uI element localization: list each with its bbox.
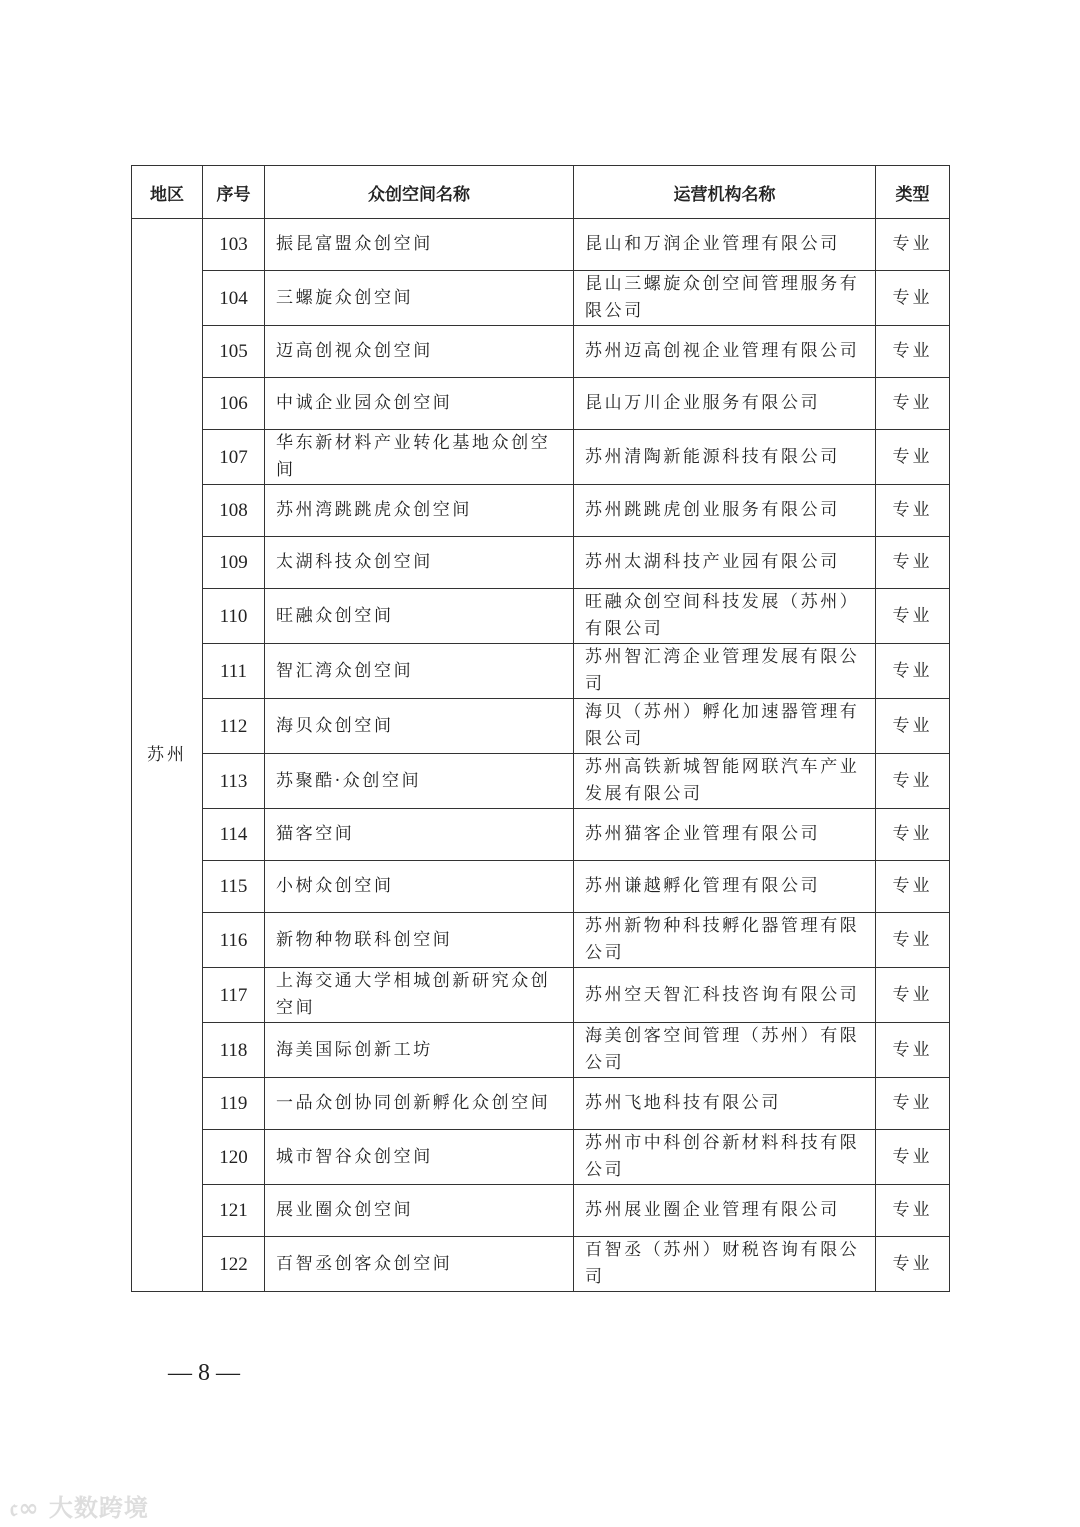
- type-cell: 专业: [876, 589, 950, 644]
- seq-cell: 106: [203, 378, 265, 430]
- table-row: [132, 968, 950, 1023]
- seq-cell: 110: [203, 589, 265, 644]
- name-cell: 振昆富盟众创空间: [265, 219, 574, 271]
- table-row: [132, 430, 950, 485]
- type-cell: 专业: [876, 809, 950, 861]
- seq-cell: 109: [203, 537, 265, 589]
- table-row: [132, 809, 950, 861]
- seq-cell: 113: [203, 754, 265, 809]
- name-cell: 新物种物联科创空间: [265, 913, 574, 968]
- type-cell: 专业: [876, 219, 950, 271]
- seq-cell: 108: [203, 485, 265, 537]
- seq-cell: 114: [203, 809, 265, 861]
- name-cell: 中诚企业园众创空间: [265, 378, 574, 430]
- table-row: [132, 326, 950, 378]
- type-cell: 专业: [876, 968, 950, 1023]
- org-cell: 苏州迈高创视企业管理有限公司: [574, 326, 876, 378]
- org-cell: 苏州太湖科技产业园有限公司: [574, 537, 876, 589]
- header-org: 运营机构名称: [574, 166, 876, 219]
- name-cell: 一品众创协同创新孵化众创空间: [265, 1078, 574, 1130]
- seq-cell: 105: [203, 326, 265, 378]
- table-row: [132, 644, 950, 699]
- type-cell: 专业: [876, 1185, 950, 1237]
- org-cell: 海美创客空间管理（苏州）有限公司: [574, 1023, 876, 1078]
- type-cell: 专业: [876, 378, 950, 430]
- seq-cell: 120: [203, 1130, 265, 1185]
- name-cell: 海贝众创空间: [265, 699, 574, 754]
- name-cell: 展业圈众创空间: [265, 1185, 574, 1237]
- table-row: [132, 1185, 950, 1237]
- type-cell: 专业: [876, 861, 950, 913]
- table-row: [132, 699, 950, 754]
- org-cell: 苏州高铁新城智能网联汽车产业发展有限公司: [574, 754, 876, 809]
- type-cell: 专业: [876, 1130, 950, 1185]
- seq-cell: 119: [203, 1078, 265, 1130]
- seq-cell: 122: [203, 1237, 265, 1292]
- org-cell: 苏州智汇湾企业管理发展有限公司: [574, 644, 876, 699]
- type-cell: 专业: [876, 913, 950, 968]
- name-cell: 旺融众创空间: [265, 589, 574, 644]
- name-cell: 小树众创空间: [265, 861, 574, 913]
- org-cell: 海贝（苏州）孵化加速器管理有限公司: [574, 699, 876, 754]
- table-row: [132, 861, 950, 913]
- name-cell: 华东新材料产业转化基地众创空间: [265, 430, 574, 485]
- org-cell: 苏州市中科创谷新材料科技有限公司: [574, 1130, 876, 1185]
- type-cell: 专业: [876, 699, 950, 754]
- name-cell: 太湖科技众创空间: [265, 537, 574, 589]
- region-cell: 苏州: [132, 219, 203, 1292]
- page-number: — 8 —: [168, 1360, 240, 1386]
- type-cell: 专业: [876, 537, 950, 589]
- table-row: [132, 1237, 950, 1292]
- name-cell: 三螺旋众创空间: [265, 271, 574, 326]
- header-name: 众创空间名称: [265, 166, 574, 219]
- watermark-logo: 𝔠∞ 大数跨境: [10, 1494, 149, 1522]
- table-row: [132, 754, 950, 809]
- seq-cell: 117: [203, 968, 265, 1023]
- seq-cell: 118: [203, 1023, 265, 1078]
- header-region: 地区: [132, 166, 203, 219]
- name-cell: 迈高创视众创空间: [265, 326, 574, 378]
- header-type: 类型: [876, 166, 950, 219]
- type-cell: 专业: [876, 1078, 950, 1130]
- org-cell: 苏州猫客企业管理有限公司: [574, 809, 876, 861]
- seq-cell: 107: [203, 430, 265, 485]
- type-cell: 专业: [876, 644, 950, 699]
- org-cell: 昆山万川企业服务有限公司: [574, 378, 876, 430]
- name-cell: 上海交通大学相城创新研究众创空间: [265, 968, 574, 1023]
- org-cell: 昆山和万润企业管理有限公司: [574, 219, 876, 271]
- name-cell: 苏聚酷·众创空间: [265, 754, 574, 809]
- header-row: [132, 166, 950, 219]
- org-cell: 旺融众创空间科技发展（苏州）有限公司: [574, 589, 876, 644]
- type-cell: 专业: [876, 1237, 950, 1292]
- org-cell: 苏州清陶新能源科技有限公司: [574, 430, 876, 485]
- name-cell: 百智丞创客众创空间: [265, 1237, 574, 1292]
- table-row: [132, 1078, 950, 1130]
- org-cell: 苏州新物种科技孵化器管理有限公司: [574, 913, 876, 968]
- type-cell: 专业: [876, 430, 950, 485]
- name-cell: 智汇湾众创空间: [265, 644, 574, 699]
- seq-cell: 116: [203, 913, 265, 968]
- seq-cell: 115: [203, 861, 265, 913]
- table-row: [132, 537, 950, 589]
- type-cell: 专业: [876, 271, 950, 326]
- table-row: [132, 485, 950, 537]
- org-cell: 苏州跳跳虎创业服务有限公司: [574, 485, 876, 537]
- name-cell: 苏州湾跳跳虎众创空间: [265, 485, 574, 537]
- type-cell: 专业: [876, 326, 950, 378]
- table-row: [132, 378, 950, 430]
- seq-cell: 111: [203, 644, 265, 699]
- seq-cell: 112: [203, 699, 265, 754]
- seq-cell: 103: [203, 219, 265, 271]
- org-cell: 昆山三螺旋众创空间管理服务有限公司: [574, 271, 876, 326]
- type-cell: 专业: [876, 485, 950, 537]
- table-row: [132, 589, 950, 644]
- org-cell: 百智丞（苏州）财税咨询有限公司: [574, 1237, 876, 1292]
- org-cell: 苏州空天智汇科技咨询有限公司: [574, 968, 876, 1023]
- org-cell: 苏州展业圈企业管理有限公司: [574, 1185, 876, 1237]
- name-cell: 猫客空间: [265, 809, 574, 861]
- type-cell: 专业: [876, 1023, 950, 1078]
- org-cell: 苏州谦越孵化管理有限公司: [574, 861, 876, 913]
- space-list-table: [131, 165, 950, 1292]
- name-cell: 海美国际创新工坊: [265, 1023, 574, 1078]
- table-row: [132, 1130, 950, 1185]
- table-row: [132, 271, 950, 326]
- seq-cell: 104: [203, 271, 265, 326]
- table-row: [132, 1023, 950, 1078]
- name-cell: 城市智谷众创空间: [265, 1130, 574, 1185]
- seq-cell: 121: [203, 1185, 265, 1237]
- table-row: [132, 219, 950, 271]
- org-cell: 苏州飞地科技有限公司: [574, 1078, 876, 1130]
- type-cell: 专业: [876, 754, 950, 809]
- table-row: [132, 913, 950, 968]
- header-seq: 序号: [203, 166, 265, 219]
